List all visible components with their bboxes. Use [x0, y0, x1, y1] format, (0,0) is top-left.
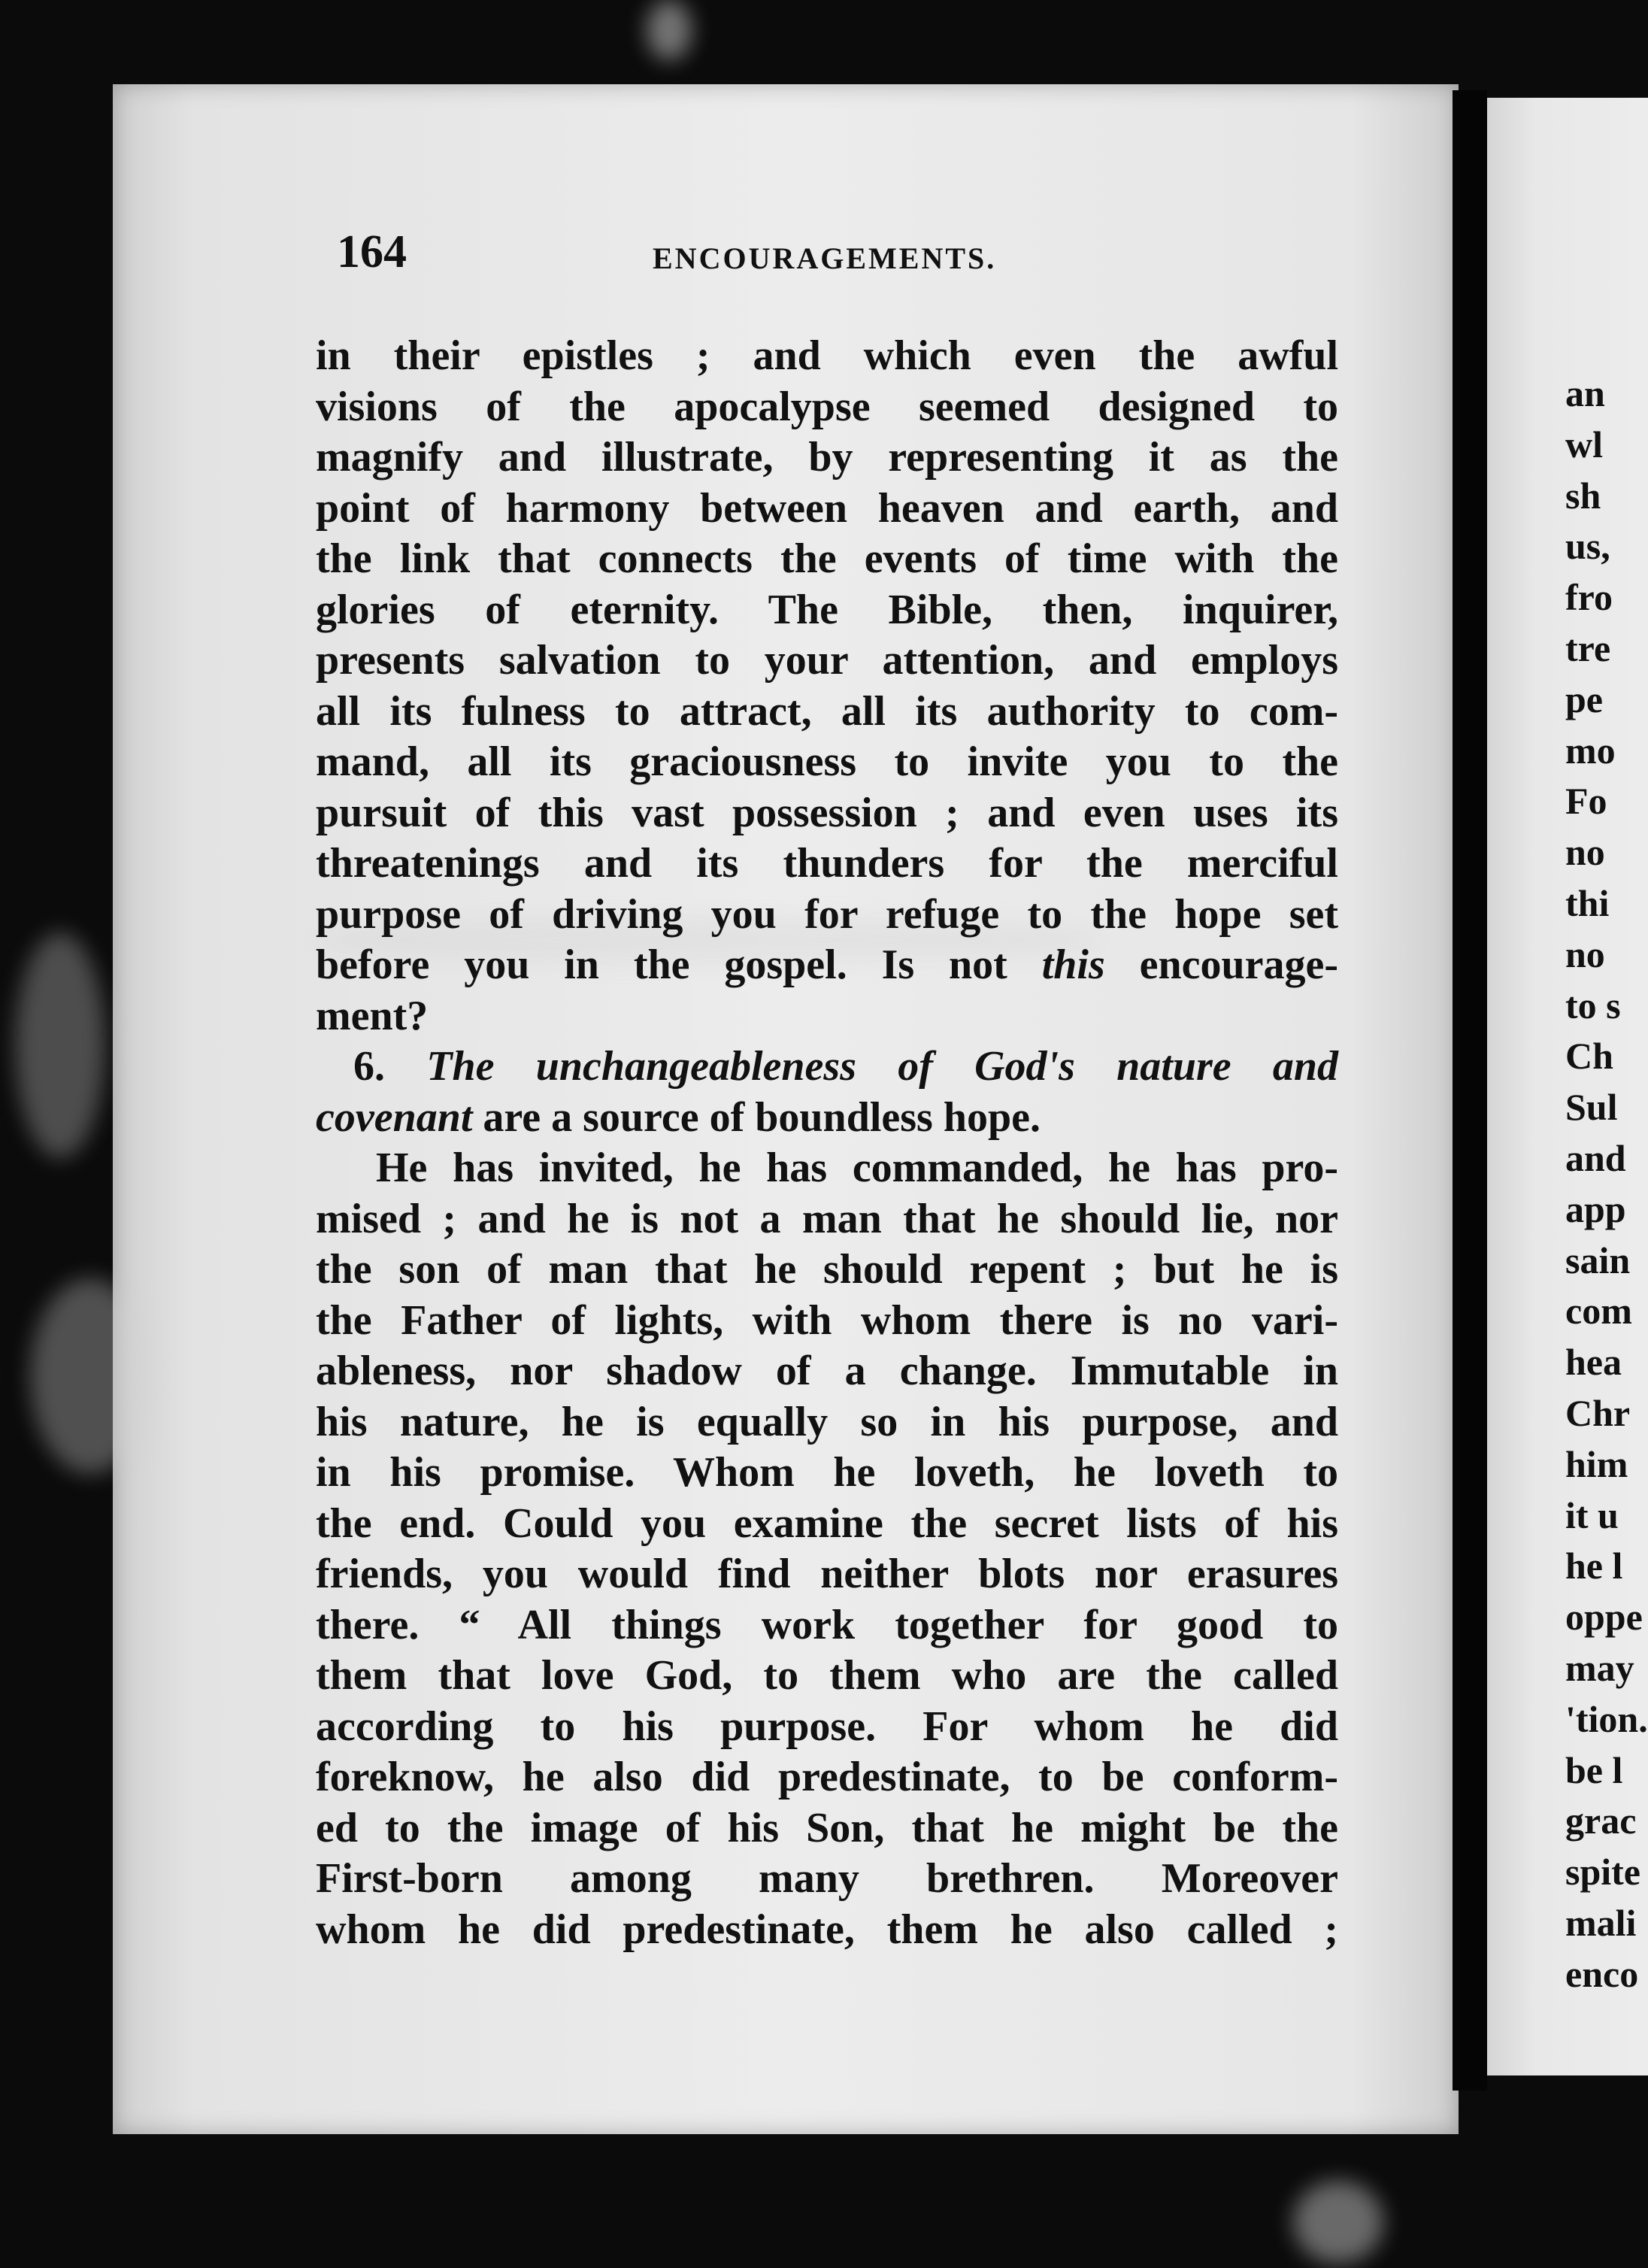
text-line: glories of eternity. The Bible, then, inquirer,	[316, 586, 1338, 633]
facing-page-fragment: mo	[1565, 729, 1616, 772]
scan-smudge	[647, 0, 692, 60]
paragraph-line: friends, you would find neither blots nor erasures	[316, 1551, 1338, 1597]
paragraph-line: He has invited, he has commanded, he has pro-	[376, 1145, 1338, 1191]
text-line: in their epistles ; and which even the awful	[316, 332, 1338, 379]
book-gutter	[1453, 90, 1487, 2091]
facing-page-fragment: be l	[1565, 1748, 1623, 1791]
text-line: threatenings and its thunders for the merciful	[316, 840, 1338, 887]
text-line: ment?	[316, 992, 429, 1039]
facing-page-fragment: hea	[1565, 1341, 1622, 1384]
paragraph-line: the end. Could you examine the secret lists of his	[316, 1499, 1338, 1547]
facing-page-fragment: may	[1565, 1646, 1634, 1689]
facing-page-fragment: grac	[1565, 1800, 1637, 1842]
facing-page-fragment: an	[1565, 372, 1605, 414]
facing-page-fragment: sh	[1565, 474, 1601, 517]
text-line: point of harmony between heaven and earth, and	[316, 484, 1338, 532]
paragraph-line: foreknow, he also did predestinate, to be conform-	[316, 1754, 1338, 1800]
paragraph-line: his nature, he is equally so in his purpose, and	[316, 1398, 1338, 1445]
facing-page-fragment: Sul	[1565, 1086, 1618, 1129]
facing-page-text	[1565, 368, 1648, 2000]
text-segment: encourage-	[1139, 941, 1338, 988]
facing-page-fragment: no	[1565, 831, 1605, 874]
facing-page-fragment: to s	[1565, 984, 1621, 1026]
paragraph-line: in his promise. Whom he loveth, he loveth to	[316, 1449, 1338, 1496]
section-heading-continued	[316, 1093, 1338, 1144]
facing-page-fragment: no	[1565, 932, 1605, 975]
section-heading	[316, 1042, 1338, 1093]
facing-page-fragment: Fo	[1565, 780, 1607, 823]
facing-page-fragment: sain	[1565, 1239, 1631, 1281]
page-body	[316, 331, 1338, 1955]
section-heading-rest: are a source of boundless hope.	[483, 1093, 1041, 1141]
facing-page-fragment: app	[1565, 1187, 1626, 1230]
facing-page-fragment: spite	[1565, 1851, 1640, 1894]
facing-page-fragment: 'tion.	[1565, 1697, 1648, 1740]
paragraph-line: mised ; and he is not a man that he should lie, nor	[316, 1195, 1338, 1242]
facing-page-fragment: pe	[1565, 678, 1603, 720]
scan-smudge	[15, 932, 105, 1158]
facing-page-fragment: Ch	[1565, 1035, 1613, 1078]
text-line: purpose of driving you for refuge to the hope set	[316, 890, 1338, 938]
text-line: visions of the apocalypse seemed designed to	[316, 383, 1338, 430]
text-line: presents salvation to your attention, and employs	[316, 637, 1338, 684]
facing-page-fragment: wl	[1565, 423, 1603, 465]
facing-page-fragment: mali	[1565, 1901, 1637, 1944]
text-line: mand, all its graciousness to invite you to the	[316, 738, 1338, 785]
facing-page-fragment: us,	[1565, 525, 1610, 568]
facing-page-fragment: he l	[1565, 1545, 1623, 1587]
facing-page-fragment: him	[1565, 1442, 1628, 1485]
page-header	[337, 226, 1397, 286]
text-line: pursuit of this vast possession ; and even uses its	[316, 789, 1338, 836]
text-line: all its fulness to attract, all its authority to com-	[316, 687, 1338, 735]
paragraph-line: them that love God, to them who are the called	[316, 1652, 1338, 1699]
paragraph-line: ableness, nor shadow of a change. Immutable in	[316, 1348, 1338, 1394]
running-head: ENCOURAGEMENTS.	[653, 241, 997, 275]
facing-page-fragment: Chr	[1565, 1391, 1631, 1434]
paragraph-line: whom he did predestinate, them he also called ;	[316, 1906, 1338, 1953]
text-segment: before you in the gospel. Is not	[316, 941, 1007, 988]
scan-smudge	[1293, 2181, 1383, 2263]
page-number: 164	[337, 226, 407, 277]
paragraph-line: the son of man that he should repent ; but he is	[316, 1246, 1338, 1293]
paragraph-line: ed to the image of his Son, that he might be the	[316, 1804, 1338, 1851]
paragraph-line: First-born among many brethren. Moreover	[316, 1855, 1338, 1902]
paragraph-line: according to his purpose. For whom he did	[316, 1703, 1338, 1750]
paragraph-line: there. “ All things work together for good to	[316, 1601, 1338, 1648]
facing-page-fragment: com	[1565, 1290, 1632, 1333]
text-line-with-emphasis	[316, 940, 1338, 991]
section-heading-italic: The unchangeableness of God's nature and	[426, 1043, 1339, 1090]
section-number: 6.	[353, 1043, 385, 1090]
facing-page-fragment: and	[1565, 1136, 1626, 1179]
facing-page-fragment: enco	[1565, 1952, 1639, 1995]
facing-page-fragment: thi	[1565, 881, 1610, 924]
emphasis-word: this	[1041, 941, 1105, 988]
text-line: the link that connects the events of time with the	[316, 535, 1338, 582]
facing-page-fragment: fro	[1565, 576, 1613, 619]
scan-smudge	[30, 1278, 150, 1474]
text-line: magnify and illustrate, by representing it as the	[316, 434, 1338, 481]
paragraph-line: the Father of lights, with whom there is no vari-	[316, 1296, 1338, 1344]
facing-page-fragment: it u	[1565, 1493, 1619, 1536]
facing-page-fragment: tre	[1565, 626, 1611, 669]
section-heading-italic: covenant	[316, 1093, 473, 1141]
facing-page-fragment: oppe	[1565, 1596, 1643, 1639]
